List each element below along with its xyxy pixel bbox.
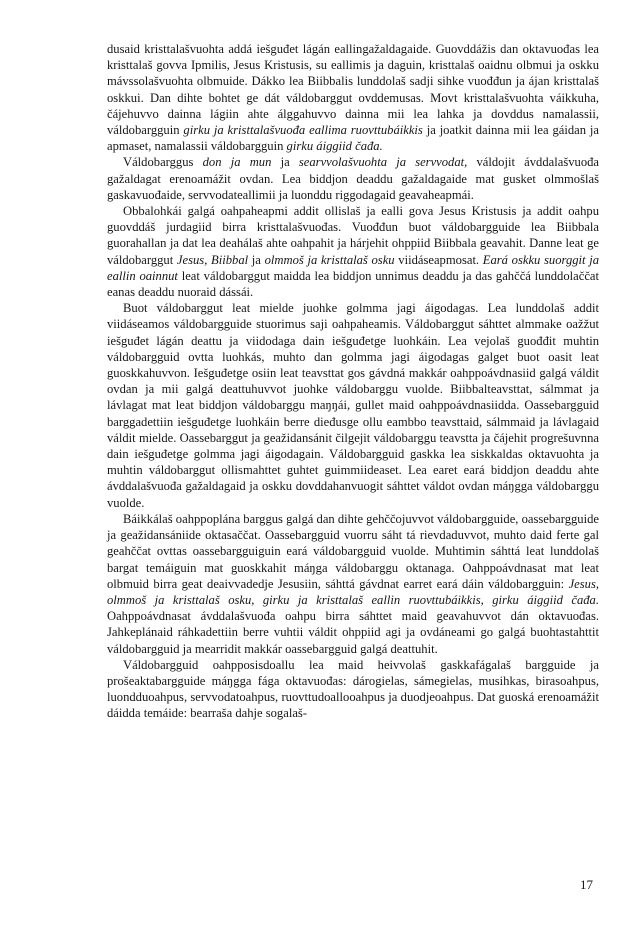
text-run: Váldobargguid oahpposisdoallu lea maid heivvolaš gaskkafágalaš bargguide ja prošeaktabargguide máŋgga fága oktavuođas: dárogielas, sámegielas, musihkas, birasoahpus, luondduoahpus, servvodatoahpus, ruovttudoallooahpus ja duodjeoahpus. Dat guoská erenoamážit dáidda temáide: bearraša dahje sogalaš- [107,657,599,721]
italic-phrase: girku ja kristtalašvuođa eallima ruovttubáikkis [183,123,423,138]
text-run: leat váldobarggut maidda lea biddjon unnimus deaddu ja das gahččá lunddolaččat eanas deaddu nuoraid dássái. [107,268,599,300]
italic-phrase: searvvolašvuohta ja servvodat [298,155,465,170]
body-text [107,41,599,722]
paragraph [107,154,599,203]
paragraph [107,41,599,154]
paragraph [107,657,599,722]
text-run: Oahppoávdnasat ávddalašvuođa oahpu birra sáhttet maid geavahuvvot dán oktavuođas. Jahkeplánaid ráhkadettiin berre vuhtii váldit ohppiid agi ja ovdáneami go galgá buohtastahttit váldobargguid ja mearridit makkár oassebargguid galgá deattuhit. [107,609,599,656]
text-run: Váldobarggus [123,155,203,170]
italic-phrase: Jesus, Biibbal [176,252,249,267]
page-number: 17 [580,877,593,892]
text-run: viidáseapmosat. [394,252,483,267]
paragraph [107,511,599,657]
italic-phrase: girku áiggiid čađa. [286,139,383,154]
text-run: Báikkálaš oahppoplána barggus galgá dan dihte gehččojuvvot váldobargguide, oassebargguide ja geažidansániide oktasaččat. Oassebargguid vuorru sáht tá rievdaduvvot, muhto daid ferte gal geahččat ovttas oassebargguiguin eará váldobargguid vuolde. Muhtimin sáhttá leat lunddolaš bargat temáiguin mat guoskkahit máŋga váldobarggu oktanaga. Oahppoávdnasat mat leat olbmuid birra geat deaivvadedje Jesusiin, sáhttá gávdnat earret eará dáin váldobargguin: [107,511,599,591]
text-run: ja [271,155,299,170]
text-run: Obbalohkái galgá oahpaheapmi addit ollislaš ja ealli gova Jesus Kristusis ja addit oahpu guovddáš jurdagiid birra kristtalašvuođas. Vuođđun buot váldobargguide lea Biibbala guorahallan ja dat lea deahálaš ahte oahpahit ja hárjehit ohppiid Biibbala geavahit. Danne leat ge váldobarggut [107,204,599,267]
text-run: Buot váldobarggut leat mielde juohke golmma jagi áigodagas. Lea lunddolaš addit viidáseamos váldobargguide stuorimus saji oahpaheamis. Váldobarggut sáhttet almmake oažžut iešguđet lágán deattu ja viidodaga dain iešguđetge luohkáin. Lea vejolaš guođđit muhtin váldobargguid ovtta luohkás, muhto dan golmma jagi áigodagas galget buot oasit leat guoskkahuvvon. Iešguđetge osiin leat teavsttat gos gávdná makkár oahppoávdnasiid galgá váldit ovdan ja mii galgá deattuhuvvot juohke váldobarggu vuolde. Biibbalteavsttat, sálmmat ja lávlagat mat leat biddjon váldobarggu maŋŋái, gullet maid oahppoávdnasiidda. Oassebargguid barggadettiin iešguđetge luohkáin berre dieđusge ollu eambbo teavsttaid, sálmmaid ja lávlagaid váldit mielde. Oassebarggut ja geažidansánit čilgejit váldobarggu teavstta ja čájehit progrešuvnna dain iešguđetge golmma jagi áigodagain. Váldobargguid gaskka lea siskkaldas oktavuohta ja muhtin váldobarggut ollismahttet guhtet guimmiideaset. Lea earet eará biddjon deaddu ahte ávddalašvuođa gažaldagaid ja oskku dovddahanvuogit sáhttet váldot ovdan máŋgga váldobarggu vuolde. [107,301,599,510]
text-run: ja [248,252,265,267]
paragraph [107,300,599,511]
paragraph [107,203,599,300]
italic-phrase: Jesus, olmmoš ja kristtalaš osku, girku ja kristtalaš eallin ruovttubáikkis, girku áiggiid čađa. [107,576,599,607]
italic-phrase: don ja mun [202,155,272,170]
italic-phrase: olmmoš ja kristtalaš osku [264,252,395,267]
text-run: , váldojit ávddalašvuođa gažaldagat erenoamážit ovdan. Lea biddjon deaddu gažaldagaide mat gusket olmmošlaš gaskavuođaide, servvodateallimii ja luonddu riggodagaid geavaheapmái. [107,155,600,202]
italic-phrase: Eará oskku suorggit ja eallin oainnut [107,252,600,283]
text-run: ja joatkit dainna mii lea gáidan ja apmaset, namalassii váldobargguin [107,123,599,154]
text-run: dusaid kristtalašvuohta addá iešguđet lágán eallingažaldagaide. Guovddážis dan oktavuođas lea kristtalaš govva Ipmilis, Jesus Kristusis, su eallimis ja daguin, kristtalaš oaidnu olbmui ja oskku mávssolašvuohta olbmuide. Dákko lea Biibbalis lunddolaš sadji sihke vuođđun ja ájan kristtalaš oskkui. Dan dihte bohtet ge dát váldobarggut ovddemusas. Movt kristtalašvuohta váikkuha, čájehuvvo dainna lágiin ahte álggahuvvo dainna mii lea lahka ja dovddus namalassii, váldobargguin [107,42,599,138]
